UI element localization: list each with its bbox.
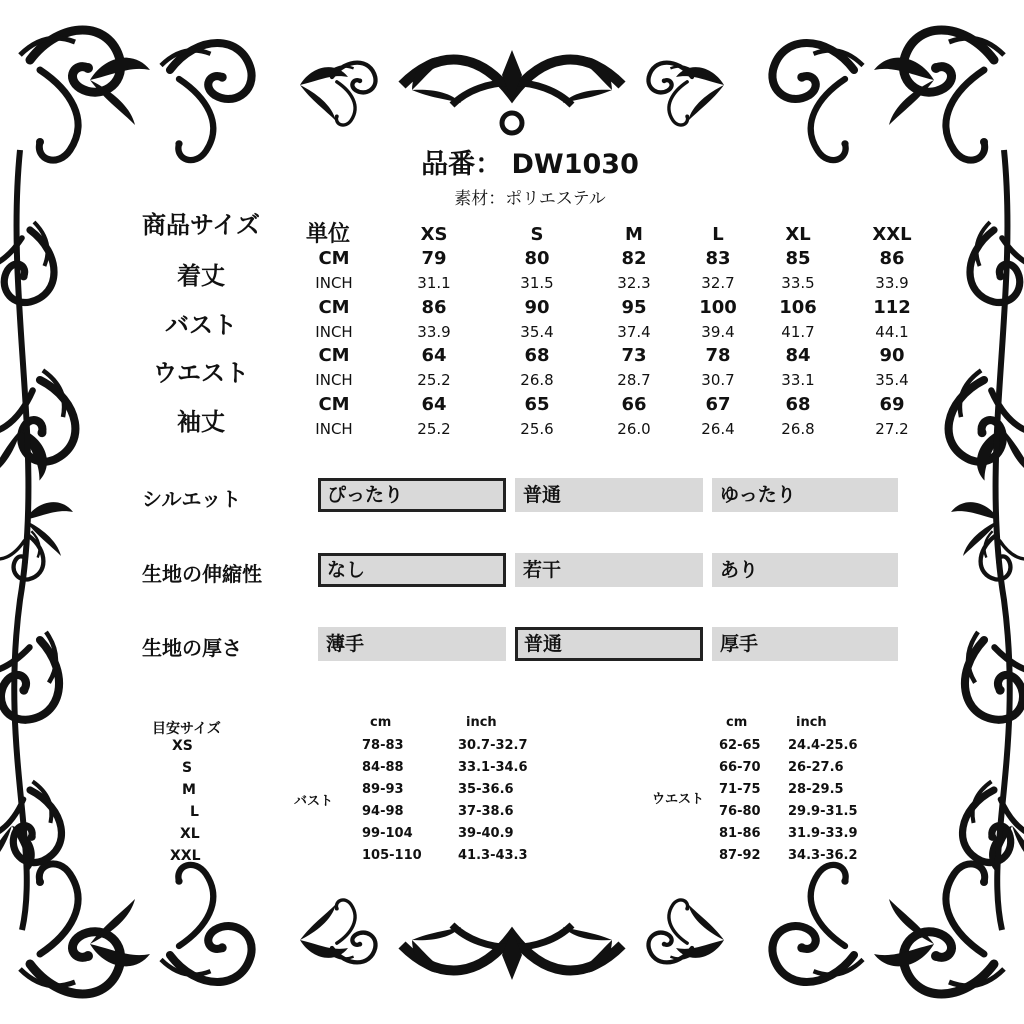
inch-value: 25.2 — [417, 371, 451, 389]
inch-value: 31.1 — [417, 274, 451, 292]
guide-size: XL — [180, 826, 200, 842]
attribute-label: 生地の伸縮性 — [142, 562, 262, 586]
material-label: 素材：ポリエステル — [454, 189, 606, 209]
guide-waist-inch: 24.4-25.6 — [788, 738, 858, 753]
guide-bust-cm: 105-110 — [362, 848, 422, 863]
cm-value: 86 — [879, 248, 905, 269]
product-code: 品番： DW1030 — [421, 149, 639, 180]
guide-bust-inch-header: inch — [466, 715, 497, 730]
inch-value: 31.5 — [520, 274, 554, 292]
inch-value: 30.7 — [701, 371, 735, 389]
cm-value: 79 — [421, 248, 447, 269]
inch-value: 41.7 — [781, 323, 815, 341]
unit-cm-label: CM — [318, 248, 350, 269]
measure-label: 袖丈 — [177, 408, 225, 436]
attribute-label: 生地の厚さ — [142, 636, 242, 660]
cm-value: 95 — [621, 297, 647, 318]
inch-value: 28.7 — [617, 371, 651, 389]
guide-size: XXL — [170, 848, 201, 864]
guide-waist-inch-header: inch — [796, 715, 827, 730]
attribute-option: あり — [712, 553, 898, 587]
guide-size: XS — [172, 738, 193, 754]
cm-value: 85 — [785, 248, 811, 269]
cm-value: 65 — [524, 394, 550, 415]
inch-value: 25.2 — [417, 420, 451, 438]
unit-inch-label: INCH — [315, 323, 353, 341]
size-header-s: S — [530, 224, 544, 245]
guide-bust-inch: 39-40.9 — [458, 826, 514, 841]
guide-size: S — [182, 760, 193, 776]
inch-value: 33.5 — [781, 274, 815, 292]
inch-value: 26.8 — [520, 371, 554, 389]
measure-label: バスト — [165, 311, 237, 339]
cm-value: 68 — [524, 345, 550, 366]
guide-bust-inch: 33.1-34.6 — [458, 760, 528, 775]
size-header-m: M — [625, 224, 643, 245]
guide-bust-inch: 37-38.6 — [458, 804, 514, 819]
guide-size: M — [182, 782, 196, 798]
inch-value: 39.4 — [701, 323, 735, 341]
guide-bust-cm-header: cm — [370, 715, 392, 730]
cm-value: 69 — [879, 394, 905, 415]
attribute-option: 若干 — [515, 553, 703, 587]
attribute-option: 普通 — [515, 478, 703, 512]
guide-waist-cm-header: cm — [726, 715, 748, 730]
guide-size: L — [190, 804, 199, 820]
unit-label: 単位 — [306, 222, 351, 247]
size-header-xl: XL — [785, 224, 811, 245]
inch-value: 33.1 — [781, 371, 815, 389]
cm-value: 112 — [873, 297, 911, 318]
cm-value: 66 — [621, 394, 647, 415]
inch-value: 33.9 — [417, 323, 451, 341]
unit-inch-label: INCH — [315, 371, 353, 389]
measure-label: 着丈 — [177, 262, 225, 290]
attribute-option-selected: なし — [318, 553, 506, 587]
inch-value: 25.6 — [520, 420, 554, 438]
cm-value: 82 — [621, 248, 647, 269]
inch-value: 27.2 — [875, 420, 909, 438]
inch-value: 26.8 — [781, 420, 815, 438]
guide-waist-inch: 28-29.5 — [788, 782, 844, 797]
guide-waist-cm: 66-70 — [719, 760, 761, 775]
cm-value: 84 — [785, 345, 811, 366]
inch-value: 33.9 — [875, 274, 909, 292]
guide-bust-cm: 94-98 — [362, 804, 404, 819]
attribute-label: シルエット — [142, 487, 242, 511]
guide-bust-cm: 99-104 — [362, 826, 413, 841]
unit-cm-label: CM — [318, 394, 350, 415]
guide-bust-inch: 30.7-32.7 — [458, 738, 528, 753]
inch-value: 32.7 — [701, 274, 735, 292]
size-header-l: L — [712, 224, 724, 245]
guide-waist-cm: 62-65 — [719, 738, 761, 753]
cm-value: 83 — [705, 248, 731, 269]
attribute-option: 薄手 — [318, 627, 506, 661]
unit-inch-label: INCH — [315, 274, 353, 292]
cm-value: 73 — [621, 345, 647, 366]
attribute-option: ゆったり — [712, 478, 898, 512]
guide-waist-label: ウエスト — [652, 792, 705, 807]
guide-waist-cm: 87-92 — [719, 848, 761, 863]
guide-waist-cm: 81-86 — [719, 826, 761, 841]
attribute-option-selected: 普通 — [515, 627, 703, 661]
inch-value: 37.4 — [617, 323, 651, 341]
guide-waist-cm: 76-80 — [719, 804, 761, 819]
cm-value: 100 — [699, 297, 737, 318]
cm-value: 78 — [705, 345, 731, 366]
size-header-xxl: XXL — [872, 224, 912, 245]
cm-value: 106 — [779, 297, 817, 318]
guide-waist-cm: 71-75 — [719, 782, 761, 797]
unit-cm-label: CM — [318, 297, 350, 318]
unit-inch-label: INCH — [315, 420, 353, 438]
guide-waist-inch: 31.9-33.9 — [788, 826, 858, 841]
cm-value: 68 — [785, 394, 811, 415]
inch-value: 32.3 — [617, 274, 651, 292]
cm-value: 64 — [421, 394, 447, 415]
attribute-option: 厚手 — [712, 627, 898, 661]
size-section-label: 商品サイズ — [141, 211, 261, 239]
guide-title: 目安サイズ — [152, 721, 221, 737]
guide-bust-cm: 84-88 — [362, 760, 404, 775]
guide-bust-inch: 35-36.6 — [458, 782, 514, 797]
attribute-option-selected: ぴったり — [318, 478, 506, 512]
inch-value: 35.4 — [875, 371, 909, 389]
measure-label: ウエスト — [153, 359, 249, 387]
inch-value: 26.0 — [617, 420, 651, 438]
cm-value: 80 — [524, 248, 550, 269]
size-header-xs: XS — [420, 224, 448, 245]
guide-bust-inch: 41.3-43.3 — [458, 848, 528, 863]
guide-bust-cm: 89-93 — [362, 782, 404, 797]
guide-waist-inch: 34.3-36.2 — [788, 848, 858, 863]
cm-value: 90 — [879, 345, 905, 366]
guide-waist-inch: 29.9-31.5 — [788, 804, 858, 819]
inch-value: 44.1 — [875, 323, 909, 341]
guide-waist-inch: 26-27.6 — [788, 760, 844, 775]
cm-value: 86 — [421, 297, 447, 318]
guide-bust-cm: 78-83 — [362, 738, 404, 753]
cm-value: 64 — [421, 345, 447, 366]
unit-cm-label: CM — [318, 345, 350, 366]
cm-value: 90 — [524, 297, 550, 318]
inch-value: 35.4 — [520, 323, 554, 341]
guide-bust-label: バスト — [294, 794, 334, 809]
inch-value: 26.4 — [701, 420, 735, 438]
cm-value: 67 — [705, 394, 731, 415]
